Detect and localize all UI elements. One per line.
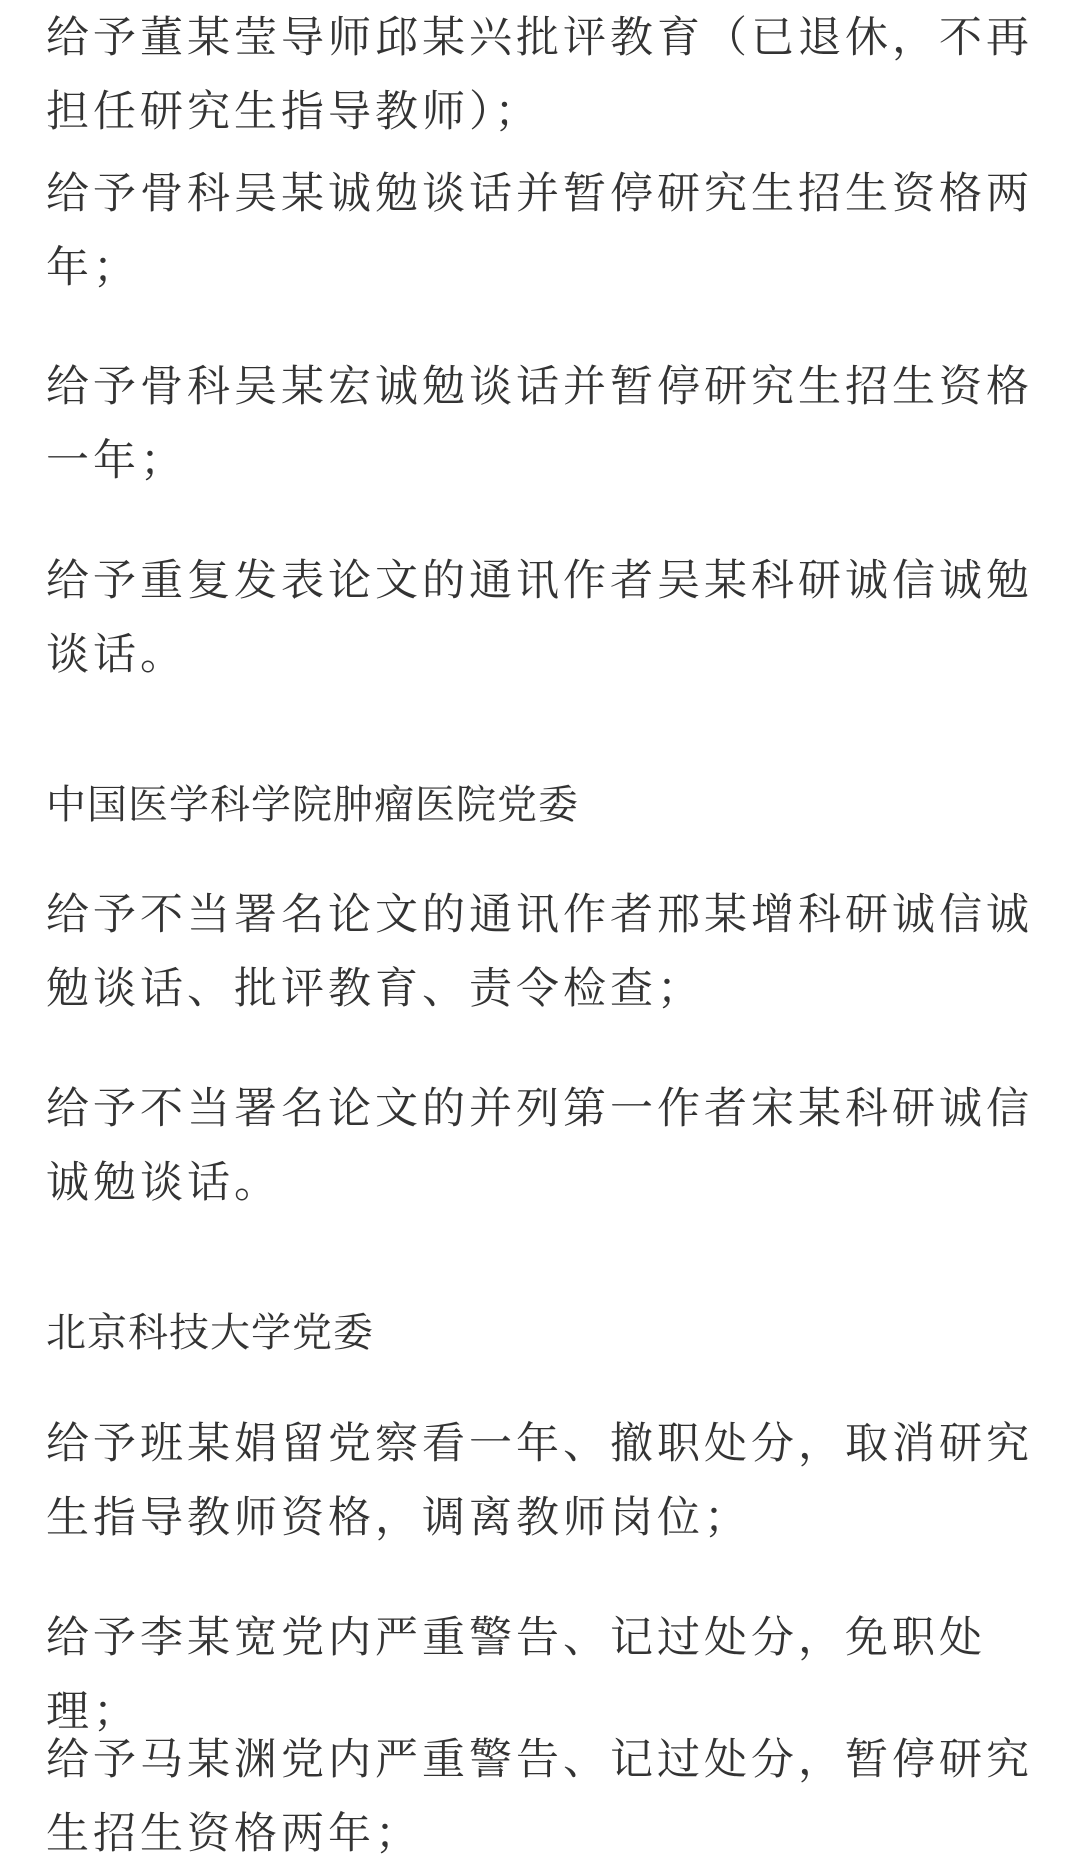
organization-heading: 中国医学科学院肿瘤医院党委 xyxy=(46,782,579,828)
paragraph: 给予马某渊党内严重警告、记过处分，暂停研究生招生资格两年； xyxy=(46,1735,1033,1859)
paragraph: 给予重复发表论文的通讯作者吴某科研诚信诚勉谈话。 xyxy=(46,556,1033,680)
paragraph: 给予董某莹导师邱某兴批评教育（已退休，不再担任研究生指导教师）； xyxy=(46,13,1033,137)
paragraph: 给予不当署名论文的通讯作者邢某增科研诚信诚勉谈话、批评教育、责令检查； xyxy=(46,890,1033,1014)
organization-heading: 北京科技大学党委 xyxy=(46,1310,374,1356)
paragraph: 给予李某宽党内严重警告、记过处分，免职处理； xyxy=(46,1613,986,1737)
paragraph: 给予骨科吴某宏诚勉谈话并暂停研究生招生资格一年； xyxy=(46,362,1033,486)
paragraph: 给予班某娟留党察看一年、撤职处分，取消研究生指导教师资格，调离教师岗位； xyxy=(46,1419,1033,1543)
paragraph: 给予骨科吴某诚勉谈话并暂停研究生招生资格两年； xyxy=(46,169,1033,293)
paragraph: 给予不当署名论文的并列第一作者宋某科研诚信诚勉谈话。 xyxy=(46,1084,1033,1208)
